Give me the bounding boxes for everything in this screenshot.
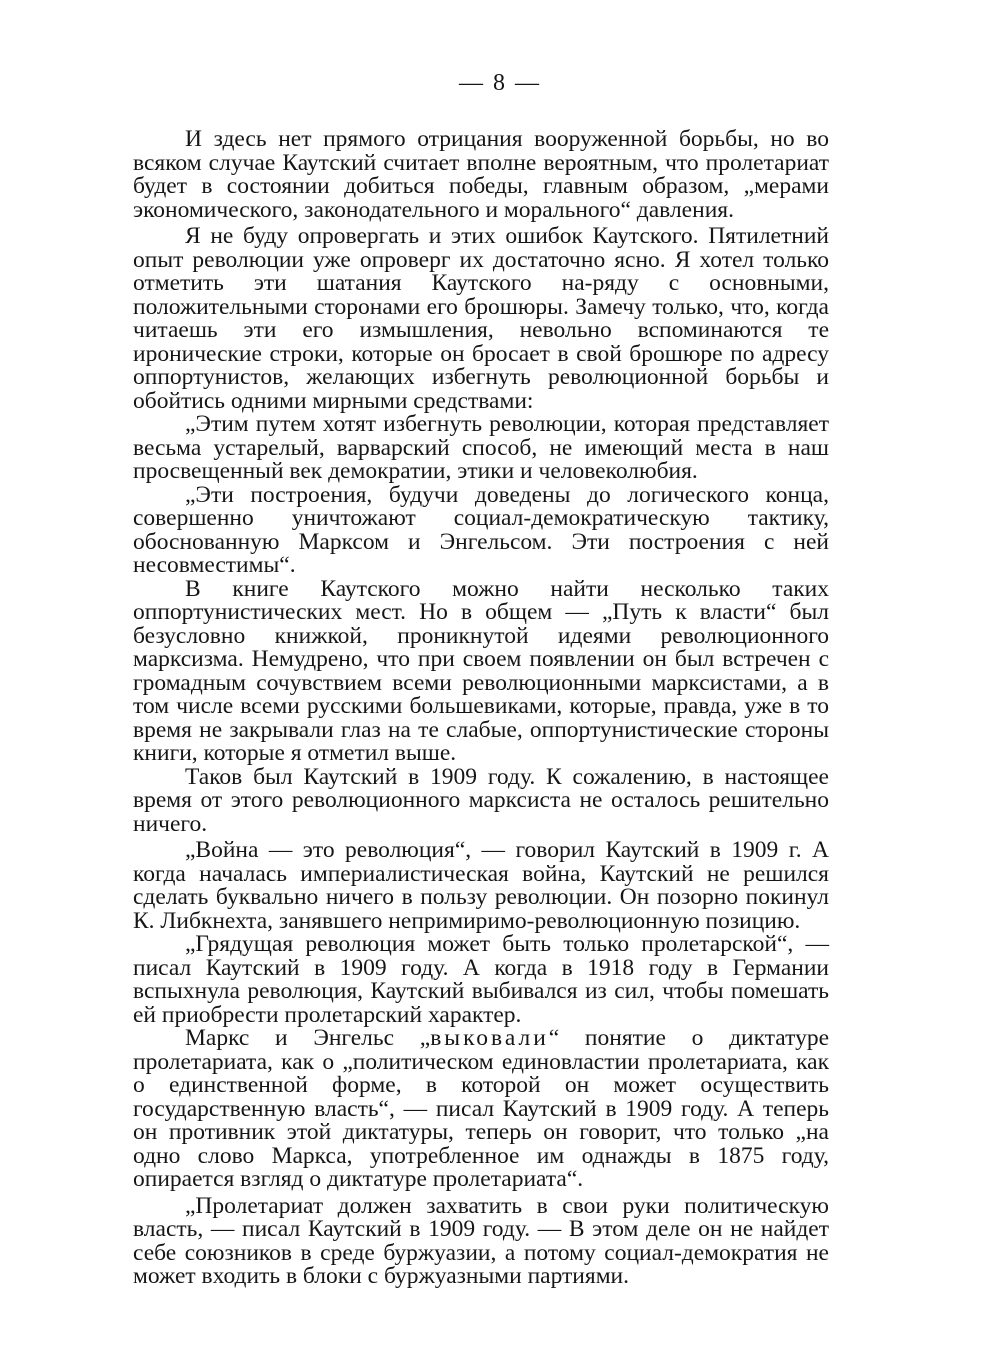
- marx-text-after: “ понятие о диктатуре пролетариата, как о „политическом единовластии пролетариата, как о единственной форме, в которой он может осуществить государственную власть“, — писал Каутский в 1909 году. А теперь он противник этой диктатуры, теперь он говорит, что только „на одно слово Маркса, употребленное им однажды в 1875 году, опирается взгляд о диктатуре пролетариата“.: [133, 1025, 829, 1192]
- paragraph: Таков был Каутский в 1909 году. К сожалению, в настоящее время от этого революционного марксиста не осталось решительно ничего.: [133, 763, 829, 837]
- page-number: — 8 —: [459, 70, 541, 96]
- paragraph: Я не буду опровергать и этих ошибок Каутского. Пятилетний опыт революции уже опроверг их достаточно ясно. Я хотел только отметить эти шатания Каутского на-ряду с основными, положительными сторонами его брошюры. Замечу только, что, когда читаешь эти его измышления, невольно вспоминаются те иронические строки, которые он бросает в свой брошюре по адресу оппортунистов, желающих избегнуть революционной борьбы и обойтись одними мирными средствами:: [133, 223, 829, 414]
- quote-paragraph: „Этим путем хотят избегнуть революции, которая представляет весьма устарелый, варварский способ, не имеющий места в наш просвещенный век демократии, этики и человеколюбия.: [133, 411, 829, 484]
- paragraph: И здесь нет прямого отрицания вооруженной борьбы, но во всяком случае Каутский считает вполне вероятным, что пролетариат будет в состоянии добиться победы, главным образом, „мерами экономического, законодательного и морального“ давления.: [133, 126, 829, 223]
- marx-text-before: Маркс и Энгельс „: [185, 1025, 431, 1051]
- body-text: [133, 128, 829, 1289]
- paragraph: В книге Каутского можно найти несколько таких оппортунистических мест. Но в общем — „Путь к власти“ был безусловно книжкой, проникнутой идеями революционного марксизма. Немудрено, что при своем появлении он был встречен с громадным сочувствием всеми революционными марксистами, а в том числе всеми русскими большевиками, которые, правда, уже в то время не закрывали глаз на те слабые, оппортунистические стороны книги, которые я отметил выше.: [133, 575, 829, 766]
- emphasized-word: выковали: [430, 1025, 549, 1051]
- paragraph: „Пролетариат должен захватить в свои руки политическую власть, — писал Каутский в 1909 году. — В этом деле он не найдет себе союзников в среде буржуазии, а потому социал-демократия не может входить в блоки с буржуазными партиями.: [133, 1192, 829, 1289]
- paragraph: „Грядущая революция может быть только пролетарской“, — писал Каутский в 1909 году. А когда в 1918 году в Германии вспыхнула революция, Каутский выбивался из сил, чтобы помешать ей приобрести пролетарский характер.: [133, 931, 829, 1028]
- paragraph-marx: [133, 1027, 829, 1192]
- quote-paragraph: „Эти построения, будучи доведены до логического конца, совершенно уничтожают социал-демократическую тактику, обоснованную Марксом и Энгельсом. Эти построения с ней несовместимы“.: [133, 481, 829, 578]
- paragraph: „Война — это революция“, — говорил Каутский в 1909 г. А когда началась империалистическая война, Каутский не решился сделать буквально ничего в пользу революции. Он позорно покинул К. Либкнехта, занявшего непримиримо-революционную позицию.: [133, 837, 829, 934]
